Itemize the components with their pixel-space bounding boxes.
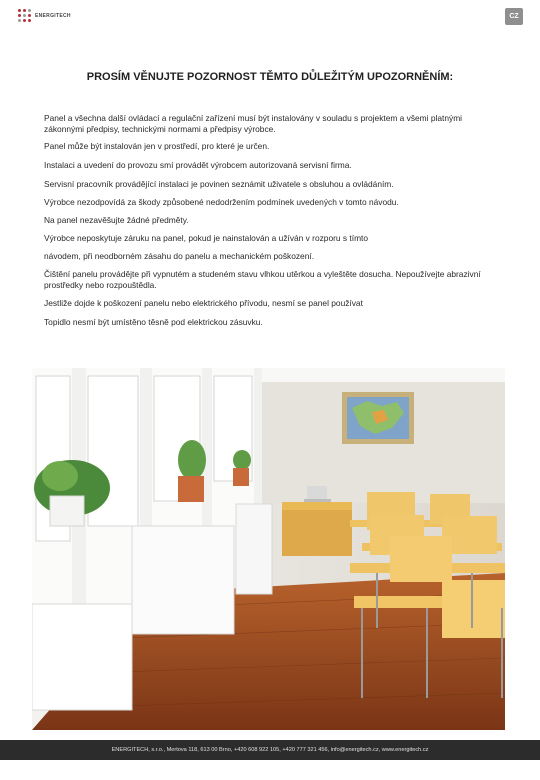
page-footer: ENERGITECH, s.r.o., Mertova 118, 613 00 Brno, +420 608 922 105, +420 777 321 456, info@energitech.cz, www.energitech.cz — [0, 740, 540, 760]
page-title: PROSÍM VĚNUJTE POZORNOST TĚMTO DŮLEŽITÝM UPOZORNĚNÍM: — [86, 71, 454, 83]
paragraph-warranty-cont: návodem, při neodborném zásahu do panelu a mechanickém poškození. — [44, 251, 315, 261]
language-badge[interactable]: CZ — [505, 8, 523, 25]
paragraph-installation-compliance: Panel a všechna další ovládací a regulační zařízení musí být instalovány v souladu s projektem a všemi platnými zákonnými předpisy, technickými normami a předpisy výrobce. — [44, 113, 463, 134]
paragraph-damage: Jestliže dojde k poškození panelu nebo elektrického přívodu, nesmí se panel používat — [44, 298, 363, 308]
paragraph-cleaning: Čištění panelu provádějte při vypnutém a studeném stavu vlhkou utěrkou a vyleštěte dosucha. Nepoužívejte abrazivní prostředky nebo rozpouštědla. — [44, 269, 481, 290]
paragraph-warranty: Výrobce neposkytuje záruku na panel, pokud je nainstalován a užíván v rozporu s tímto — [44, 233, 369, 243]
paragraph-installation-environment: Panel může být instalován jen v prostředí, pro které je určen. — [44, 141, 270, 151]
paragraph-user-instruction: Servisní pracovník provádějící instalaci je povinen seznámit uživatele s obsluhou a ovládáním. — [44, 179, 394, 189]
paragraph-no-hanging: Na panel nezavěšujte žádné předměty. — [44, 215, 189, 225]
paragraph-liability: Výrobce nezodpovídá za škody způsobené nedodržením podmínek uvedených v tomto návodu. — [44, 197, 399, 207]
classroom-illustration — [32, 368, 505, 730]
classroom-photo — [32, 368, 505, 730]
logo-dots-icon — [18, 9, 31, 22]
company-logo — [18, 9, 71, 22]
paragraph-socket: Topidlo nesmí být umístěno těsně pod elektrickou zásuvku. — [44, 317, 263, 327]
paragraph-authorized-service: Instalaci a uvedení do provozu smí provádět výrobcem autorizovaná servisní firma. — [44, 160, 352, 170]
logo-text: ENERGITECH — [35, 12, 71, 19]
